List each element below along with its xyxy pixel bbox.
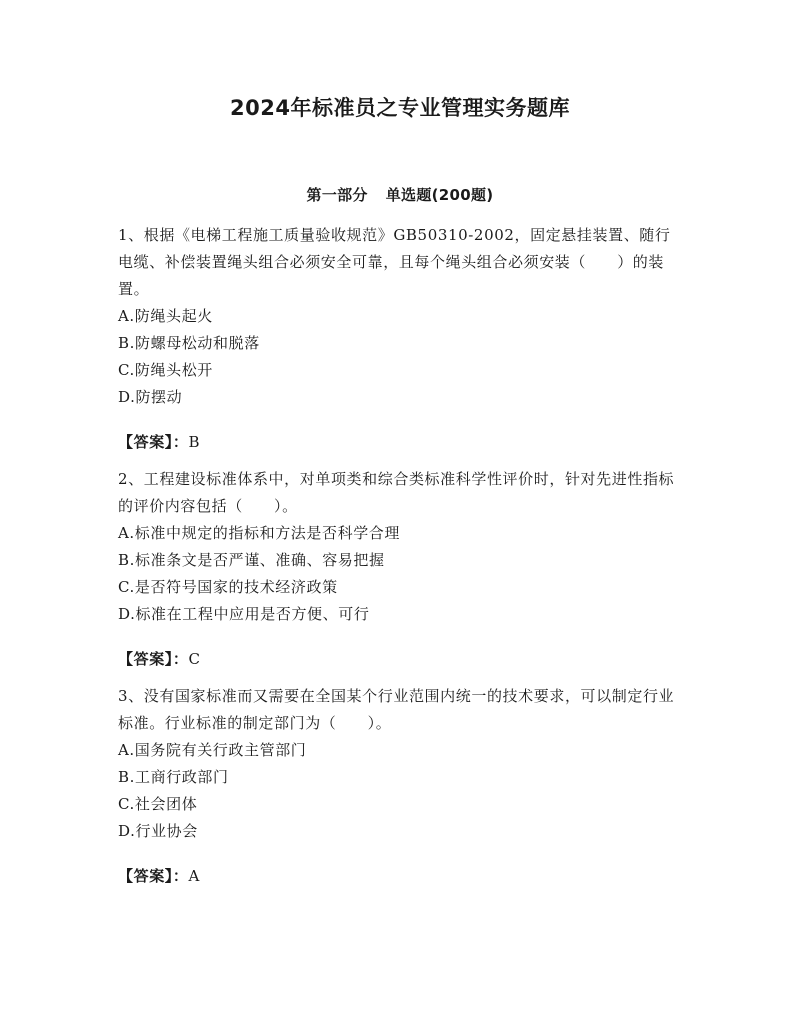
- answer-label: 【答案】：: [118, 433, 189, 451]
- question-text: 1、根据《电梯工程施工质量验收规范》GB50310-2002，固定悬挂装置、随行电缆、补偿装置绳头组合必须安全可靠，且每个绳头组合必须安装（ ）的装置。: [118, 226, 671, 298]
- answer-label: 【答案】：: [118, 867, 189, 885]
- question-list: [118, 222, 684, 900]
- option-c: C.社会团体: [118, 795, 198, 813]
- option-d: D.行业协会: [118, 822, 198, 840]
- option-d: D.标准在工程中应用是否方便、可行: [118, 605, 370, 623]
- section-heading: [0, 184, 800, 205]
- option-a: A.标准中规定的指标和方法是否科学合理: [118, 524, 401, 542]
- option-d: D.防摆动: [118, 388, 183, 406]
- question-item: [118, 466, 684, 673]
- answer-line: [118, 646, 684, 673]
- answer-label: 【答案】：: [118, 650, 189, 668]
- option-b: B.工商行政部门: [118, 768, 229, 786]
- answer-line: [118, 863, 684, 890]
- option-b: B.防螺母松动和脱落: [118, 334, 260, 352]
- question-text: 2、工程建设标准体系中，对单项类和综合类标准科学性评价时，针对先进性指标的评价内容包括（ ）。: [118, 470, 675, 515]
- document-title: 2024年标准员之专业管理实务题库: [230, 96, 570, 120]
- option-b: B.标准条文是否严谨、准确、容易把握: [118, 551, 385, 569]
- answer-value: A: [188, 867, 200, 885]
- answer-value: C: [188, 650, 201, 668]
- answer-value: B: [188, 433, 201, 451]
- option-a: A.国务院有关行政主管部门: [118, 741, 307, 759]
- option-a: A.防绳头起火: [118, 307, 213, 325]
- answer-line: [118, 429, 684, 456]
- question-item: [118, 683, 684, 890]
- section-name: 单选题(200题): [385, 186, 494, 204]
- question-item: [118, 222, 684, 456]
- section-part: 第一部分: [306, 186, 368, 204]
- question-text: 3、没有国家标准而又需要在全国某个行业范围内统一的技术要求，可以制定行业标准。行业标准的制定部门为（ ）。: [118, 687, 675, 732]
- option-c: C.是否符号国家的技术经济政策: [118, 578, 338, 596]
- option-c: C.防绳头松开: [118, 361, 213, 379]
